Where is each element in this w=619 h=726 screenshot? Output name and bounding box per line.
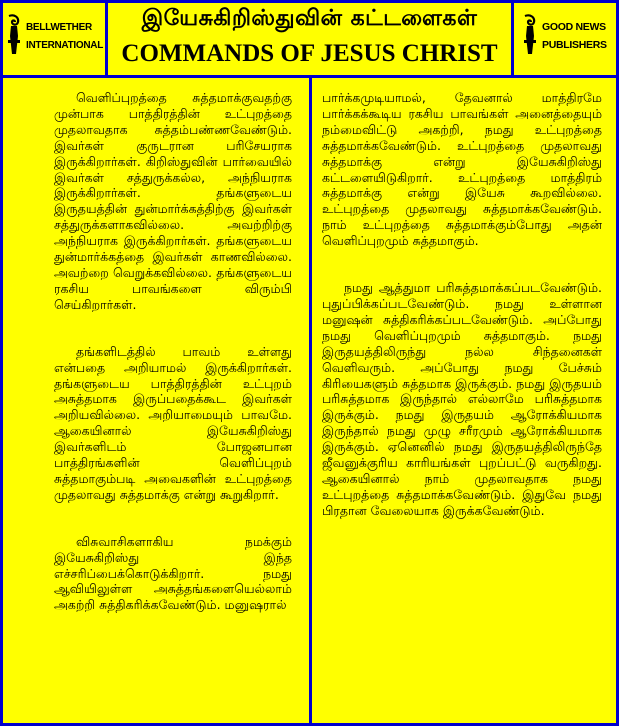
header xyxy=(0,0,619,78)
left-paragraph-3: விசுவாசிகளாகிய நமக்கும் இயேசுகிறிஸ்து இந்த எச்சரிப்பைக்கொடுக்கிறார். நமது ஆவியிலுள்ள அசுத்தங்களையெல்லாம் அகற்றி சுத்திகரிக்கவேண்டும். மனுஷரால் xyxy=(54,533,292,613)
good-news-line1: GOOD NEWS xyxy=(542,21,606,33)
good-news-logo xyxy=(511,0,619,78)
title-english: COMMANDS OF JESUS CHRIST xyxy=(121,40,498,67)
ram-icon xyxy=(6,14,22,56)
ram-icon xyxy=(522,14,538,56)
right-paragraph-2: நமது ஆத்துமா பரிசுத்தமாக்கப்படவேண்டும். புதுப்பிக்கப்படவேண்டும். நமது உள்ளான மனுஷன் சுத்திகரிக்கப்படவேண்டும். அப்போது நமது வெளிப்புறமும் சுத்தமாகும். நமது இருதயத்திலிருந்து நல்ல சிந்தனைகள் வெளிவரும். அப்போது நமது பேச்சும் கிரியைகளும் சுத்தமாக இருக்கும். நமது இருதயம் பரிசுத்தமாக இருந்தால் எல்லாமே பரிசுத்தமாக இருக்கும். நமது இருதயம் ஆரோக்கியமாக இருந்தால் நமது முழு சரீரமும் ஆரோக்கியமாக இருக்கும். ஏனெனில் நமது இருதயத்திலிருந்தே ஜீவனுக்குரிய காரியங்கள் புறப்பட்டு வருகிறது. ஆகையினால் நாம் முதலாவதாக நமது உட்புறத்தை சுத்தமாக்கவேண்டும். இதுவே நமது பிரதான வேலையாக இருக்கவேண்டும். xyxy=(322,280,602,518)
right-paragraph-1: பார்க்கமுடியாமல், தேவனால் மாத்திரமே பார்க்கக்கூடிய ரகசிய பாவங்கள் அனைத்தையும் நம்மைவிட்டு அகற்றி, நமது உட்புறத்தை சுத்தமாக்கவேண்டும். உட்புறத்தை முதலாவது சுத்தமாக்கு என்று இயேசுகிறிஸ்து கட்டளையிடுகிறார். உட்புறத்தை மாத்திரம் சுத்தமாக்கு என்று இயேசு கூறவில்லை. உட்புறத்தை முதலாவது சுத்தமாக்கவேண்டும். நாம் உட்புறத்தை சுத்தமாக்கும்போது அதன் வெளிப்புறமும் சுத்தமாகும். xyxy=(322,90,602,249)
left-paragraph-1: வெளிப்புறத்தை சுத்தமாக்குவதற்கு முன்பாக பாத்திரத்தின் உட்புறத்தை முதலாவதாக சுத்தம்பண்ணவேண்டும். இவர்கள் குருடரான பரிசேயராக இருக்கிறார்கள். கிறிஸ்துவின் பார்வையில் இவர்கள் சத்துருக்கல்ல, அந்நியராக இருக்கிறார்கள். தங்களுடைய இருதயத்தின் துன்மார்க்கத்திற்கு இவர்கள் சத்துருக்களாகவில்லை. அவற்றிற்கு அந்நியராக இருக்கிறார்கள். தங்களுடைய துன்மார்க்கத்தை இவர்கள் காணவில்லை. அவற்றை வெறுக்கவில்லை. தங்களுடைய ரகசிய பாவங்களை விரும்பி செய்கிறார்கள். xyxy=(54,90,292,312)
left-column xyxy=(54,90,292,720)
bellwether-line2: INTERNATIONAL xyxy=(26,40,104,51)
left-paragraph-2: தங்களிடத்தில் பாவம் உள்ளது என்பதை அறியாமல் இருக்கிறார்கள். தங்களுடைய பாத்திரத்தின் உட்புறம் அசுத்தமாக இருப்பதைக்கூட இவர்கள் அறியவில்லை. அறியாமையும் பாவமே. ஆகையினால் இயேசுகிறிஸ்து இவர்களிடம் போஜனபான பாத்திரங்களின் வெளிப்புறம் சுத்தமாகும்படி அவைகளின் உட்புறத்தை முதலாவது சுத்தமாக்கு என்று கூறுகிறார். xyxy=(54,343,292,502)
good-news-line2: PUBLISHERS xyxy=(542,39,607,51)
bellwether-logo xyxy=(0,0,108,78)
bellwether-line1: BELLWETHER xyxy=(26,22,92,33)
column-divider xyxy=(309,78,312,726)
right-column xyxy=(322,90,602,720)
title-tamil: இயேசுகிறிஸ்துவின் கட்டளைகள் xyxy=(141,6,478,31)
title-area xyxy=(108,0,511,78)
